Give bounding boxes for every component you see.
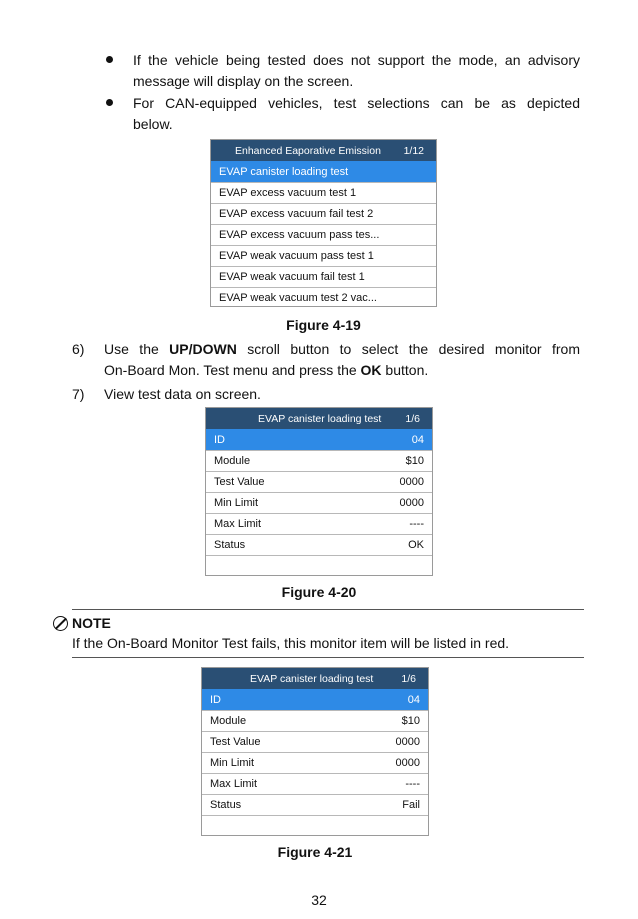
data-row[interactable]	[202, 752, 428, 773]
menu-item[interactable]	[211, 182, 436, 203]
note-heading: NOTE	[72, 615, 111, 631]
screen-title: EVAP canister loading test	[250, 672, 374, 685]
row-label: ID	[214, 433, 225, 446]
data-row[interactable]	[206, 450, 432, 471]
menu-item[interactable]	[211, 266, 436, 287]
figure-4-19-caption: Figure 4-19	[286, 317, 361, 333]
row-value: 04	[411, 433, 424, 446]
row-label: Module	[210, 715, 247, 727]
row-label: Max Limit	[214, 518, 262, 530]
bullet-1-line-1: If the vehicle being tested does not support the mode, an advisory	[133, 52, 580, 68]
menu-item-label: EVAP weak vacuum pass test 1	[219, 250, 374, 262]
screen-header	[211, 140, 436, 161]
row-label: Status	[210, 799, 242, 811]
menu-item-label: EVAP weak vacuum fail test 1	[219, 271, 365, 283]
data-row[interactable]	[206, 513, 432, 534]
data-row[interactable]	[206, 534, 432, 555]
menu-item[interactable]	[211, 245, 436, 266]
row-label: Min Limit	[210, 757, 255, 769]
bullet-2-line-1: For CAN-equipped vehicles, test selections can be as depicted	[133, 95, 580, 111]
step-text: On-Board Mon. Test menu and press the	[104, 362, 361, 378]
data-row[interactable]	[202, 773, 428, 794]
data-row[interactable]	[202, 710, 428, 731]
figure-4-20-caption: Figure 4-20	[281, 584, 357, 600]
menu-item[interactable]	[211, 287, 436, 307]
screen-header	[206, 408, 432, 429]
row-value: $10	[401, 715, 420, 727]
data-row-selected[interactable]	[206, 429, 432, 450]
data-row[interactable]	[202, 731, 428, 752]
row-value: 0000	[395, 736, 420, 748]
bullet-dot	[106, 56, 113, 63]
menu-item-label: EVAP canister loading test	[219, 165, 349, 178]
row-value: 04	[407, 693, 420, 706]
pencil-icon	[53, 616, 68, 631]
row-value: $10	[405, 455, 424, 467]
row-label: Test Value	[210, 736, 261, 748]
row-label: ID	[210, 693, 221, 706]
step-6-number: 6)	[72, 341, 85, 357]
menu-item-selected[interactable]	[211, 161, 436, 182]
data-row[interactable]	[202, 794, 428, 815]
bullet-2-line-2: below.	[133, 116, 173, 132]
page-indicator: 1/6	[401, 672, 416, 685]
screen-header	[202, 668, 428, 689]
menu-item-label: EVAP excess vacuum fail test 2	[219, 208, 374, 220]
figure-4-21-screen	[201, 667, 429, 836]
figure-4-20-screen	[205, 407, 433, 576]
step-bold: OK	[360, 362, 382, 378]
empty-row	[202, 815, 428, 835]
menu-item-label: EVAP excess vacuum pass tes...	[219, 229, 380, 241]
note-text: If the On-Board Monitor Test fails, this monitor item will be listed in red.	[72, 635, 510, 651]
screen-title: Enhanced Eaporative Emission	[235, 144, 381, 157]
step-7-text: View test data on screen.	[104, 386, 261, 402]
figure-4-19-screen	[210, 139, 437, 307]
menu-item[interactable]	[211, 224, 436, 245]
step-bold: UP/DOWN	[169, 341, 237, 357]
data-row[interactable]	[206, 492, 432, 513]
step-7-number: 7)	[72, 386, 85, 402]
row-value: ----	[405, 778, 420, 790]
bullet-1-line-2: message will display on the screen.	[133, 73, 354, 89]
row-label: Test Value	[214, 476, 265, 488]
data-row[interactable]	[206, 471, 432, 492]
row-value: 0000	[399, 497, 424, 509]
row-value: OK	[408, 539, 424, 551]
bullet-dot	[106, 99, 113, 106]
step-text: button.	[381, 362, 429, 378]
page-number: 32	[311, 892, 327, 908]
row-label: Module	[214, 455, 251, 467]
menu-item-label: EVAP excess vacuum test 1	[219, 187, 357, 199]
figure-4-21-caption: Figure 4-21	[277, 844, 353, 860]
step-text: scroll button to select the desired monitor from	[236, 341, 580, 357]
step-6-line-1	[104, 339, 580, 360]
page-indicator: 1/6	[405, 412, 420, 425]
page-indicator: 1/12	[403, 144, 424, 157]
row-value: Fail	[402, 799, 420, 811]
screen-title: EVAP canister loading test	[258, 412, 382, 425]
note-bottom-rule	[72, 657, 584, 658]
step-text: Use the	[104, 341, 170, 357]
row-label: Min Limit	[214, 497, 259, 509]
row-value: ----	[409, 518, 424, 530]
empty-row	[206, 555, 432, 575]
row-label: Status	[214, 539, 246, 551]
row-label: Max Limit	[210, 778, 258, 790]
row-value: 0000	[395, 757, 420, 769]
row-value: 0000	[399, 476, 424, 488]
step-6-line-2	[104, 360, 428, 381]
menu-item-label: EVAP weak vacuum test 2 vac...	[219, 291, 377, 304]
data-row-selected[interactable]	[202, 689, 428, 710]
menu-item[interactable]	[211, 203, 436, 224]
note-top-rule	[72, 609, 584, 610]
